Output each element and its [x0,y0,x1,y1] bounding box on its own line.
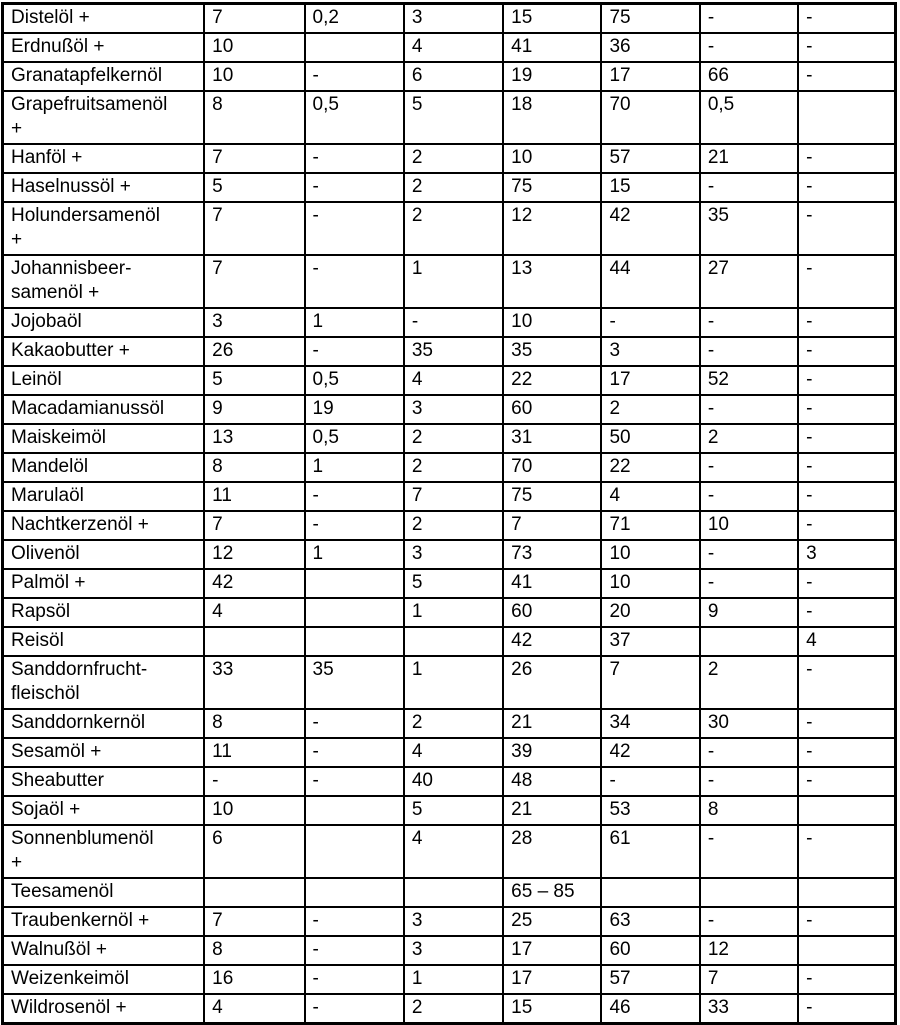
table-row [3,453,896,482]
value-cell: 0,5 [700,91,798,144]
value-cell: 1 [305,308,404,337]
value-cell: 22 [503,366,601,395]
value-cell: - [700,540,798,569]
value-cell: 4 [404,366,503,395]
value-cell: 10 [700,511,798,540]
value-cell: - [798,202,895,255]
oil-name-cell: Weizenkeimöl [3,965,205,994]
value-cell: 2 [404,994,503,1024]
value-cell: - [700,825,798,878]
value-cell: 11 [204,482,304,511]
value-cell: - [798,144,895,173]
table-row [3,709,896,738]
table-row [3,511,896,540]
value-cell: 53 [601,796,699,825]
value-cell: 13 [503,255,601,308]
table-row [3,994,896,1024]
oil-name-cell: Sojaöl + [3,796,205,825]
table-row [3,366,896,395]
oil-name-cell: Erdnußöl + [3,33,205,62]
value-cell: 3 [404,540,503,569]
value-cell: 1 [404,656,503,709]
oil-name-cell: Granatapfelkernöl [3,62,205,91]
value-cell: - [798,173,895,202]
table-row [3,33,896,62]
value-cell: 2 [601,395,699,424]
value-cell: - [798,738,895,767]
value-cell: 2 [404,424,503,453]
value-cell [404,627,503,656]
value-cell: - [700,337,798,366]
value-cell: 7 [204,202,304,255]
value-cell: 35 [700,202,798,255]
value-cell: 50 [601,424,699,453]
value-cell: - [700,569,798,598]
table-row [3,627,896,656]
value-cell: 26 [503,656,601,709]
value-cell: - [798,709,895,738]
value-cell: - [305,936,404,965]
value-cell: 44 [601,255,699,308]
value-cell: - [305,709,404,738]
value-cell: 15 [601,173,699,202]
value-cell: 57 [601,965,699,994]
value-cell: 10 [503,144,601,173]
oil-name-cell: Wildrosenöl + [3,994,205,1024]
oil-name-cell: Traubenkernöl + [3,907,205,936]
value-cell: 1 [404,965,503,994]
value-cell: 2 [404,173,503,202]
value-cell: 4 [204,598,304,627]
value-cell [798,936,895,965]
value-cell: 10 [601,569,699,598]
value-cell: - [700,767,798,796]
value-cell: 57 [601,144,699,173]
table-row [3,878,896,907]
value-cell: 2 [700,424,798,453]
value-cell: 35 [503,337,601,366]
value-cell: 17 [601,62,699,91]
value-cell: 7 [700,965,798,994]
oil-name-cell: Olivenöl [3,540,205,569]
value-cell [700,627,798,656]
value-cell: 26 [204,337,304,366]
value-cell: - [798,511,895,540]
table-row [3,825,896,878]
value-cell: 7 [204,4,304,34]
value-cell: 8 [204,936,304,965]
value-cell: 10 [601,540,699,569]
oil-name-cell: Sonnenblumenöl + [3,825,205,878]
value-cell: - [798,825,895,878]
value-cell: 13 [204,424,304,453]
value-cell: 1 [305,453,404,482]
value-cell: 22 [601,453,699,482]
table-row [3,62,896,91]
value-cell: 12 [503,202,601,255]
value-cell [204,627,304,656]
value-cell: 8 [700,796,798,825]
value-cell: 60 [503,395,601,424]
value-cell: - [798,308,895,337]
table-row [3,482,896,511]
oil-name-cell: Reisöl [3,627,205,656]
value-cell: 0,2 [305,4,404,34]
value-cell [204,878,304,907]
value-cell: 1 [404,255,503,308]
value-cell: 10 [204,796,304,825]
table-body [3,4,896,1024]
value-cell: - [798,656,895,709]
value-cell: 3 [798,540,895,569]
value-cell: - [700,33,798,62]
value-cell: 12 [204,540,304,569]
oil-name-cell: Palmöl + [3,569,205,598]
value-cell: 34 [601,709,699,738]
value-cell: 2 [404,709,503,738]
table-row [3,144,896,173]
value-cell: - [798,366,895,395]
value-cell: 3 [404,395,503,424]
value-cell: 28 [503,825,601,878]
value-cell: 27 [700,255,798,308]
value-cell: - [305,144,404,173]
value-cell: - [798,395,895,424]
value-cell: 8 [204,709,304,738]
value-cell: 41 [503,569,601,598]
value-cell: 17 [503,936,601,965]
value-cell: 11 [204,738,304,767]
value-cell: 5 [404,569,503,598]
value-cell: - [700,907,798,936]
table-row [3,337,896,366]
value-cell [798,878,895,907]
oil-name-cell: Haselnussöl + [3,173,205,202]
value-cell [305,598,404,627]
value-cell: - [798,994,895,1024]
value-cell: 21 [700,144,798,173]
value-cell [601,878,699,907]
value-cell: 71 [601,511,699,540]
value-cell: 4 [798,627,895,656]
value-cell: 63 [601,907,699,936]
value-cell: 75 [503,173,601,202]
value-cell: - [305,482,404,511]
value-cell: - [305,202,404,255]
value-cell: 7 [601,656,699,709]
value-cell: 60 [503,598,601,627]
value-cell: 10 [503,308,601,337]
oil-name-cell: Sanddornfrucht- fleischöl [3,656,205,709]
value-cell [305,33,404,62]
oil-name-cell: Jojobaöl [3,308,205,337]
value-cell: 5 [204,173,304,202]
value-cell: 15 [503,4,601,34]
value-cell: - [305,511,404,540]
value-cell: 37 [601,627,699,656]
table-row [3,308,896,337]
oil-name-cell: Rapsöl [3,598,205,627]
value-cell: 70 [503,453,601,482]
value-cell: 5 [404,796,503,825]
value-cell: 61 [601,825,699,878]
value-cell: 5 [404,91,503,144]
value-cell: 6 [404,62,503,91]
value-cell: - [798,255,895,308]
value-cell: 35 [404,337,503,366]
value-cell: - [305,767,404,796]
value-cell: 0,5 [305,366,404,395]
value-cell: 41 [503,33,601,62]
table-row [3,936,896,965]
oil-name-cell: Kakaobutter + [3,337,205,366]
value-cell: - [798,62,895,91]
value-cell: 2 [404,202,503,255]
fatty-acid-table [1,2,897,1025]
value-cell: - [305,738,404,767]
value-cell: 19 [503,62,601,91]
value-cell: 33 [204,656,304,709]
value-cell: - [700,395,798,424]
value-cell: 2 [404,144,503,173]
value-cell: - [305,255,404,308]
value-cell: 3 [404,4,503,34]
value-cell: 8 [204,91,304,144]
table-row [3,656,896,709]
value-cell: - [305,173,404,202]
value-cell: 33 [700,994,798,1024]
value-cell: - [601,308,699,337]
value-cell: - [798,33,895,62]
value-cell: 1 [305,540,404,569]
value-cell: 1 [404,598,503,627]
value-cell: 10 [204,33,304,62]
value-cell: 18 [503,91,601,144]
value-cell: 10 [204,62,304,91]
table-row [3,424,896,453]
value-cell: - [798,424,895,453]
table-row [3,965,896,994]
oil-name-cell: Marulaöl [3,482,205,511]
value-cell: - [798,569,895,598]
value-cell: 48 [503,767,601,796]
value-cell: 46 [601,994,699,1024]
table-row [3,796,896,825]
value-cell [305,796,404,825]
value-cell: - [305,907,404,936]
value-cell: - [798,907,895,936]
value-cell: 42 [601,738,699,767]
table-row [3,598,896,627]
value-cell: 16 [204,965,304,994]
value-cell [305,627,404,656]
value-cell: 6 [204,825,304,878]
value-cell: 35 [305,656,404,709]
value-cell: 36 [601,33,699,62]
value-cell: 9 [700,598,798,627]
value-cell: 42 [601,202,699,255]
value-cell: 12 [700,936,798,965]
value-cell: 7 [204,144,304,173]
value-cell: 60 [601,936,699,965]
value-cell: 40 [404,767,503,796]
value-cell: 4 [404,825,503,878]
value-cell: - [798,337,895,366]
value-cell: 39 [503,738,601,767]
value-cell: 9 [204,395,304,424]
value-cell: 4 [404,33,503,62]
value-cell: - [601,767,699,796]
value-cell: 66 [700,62,798,91]
oil-name-cell: Mandelöl [3,453,205,482]
value-cell: 75 [503,482,601,511]
value-cell: 7 [204,907,304,936]
value-cell: 30 [700,709,798,738]
table-row [3,173,896,202]
value-cell: - [798,453,895,482]
oil-name-cell: Macadamianussöl [3,395,205,424]
table-row [3,738,896,767]
value-cell: 4 [601,482,699,511]
value-cell [305,569,404,598]
oil-name-cell: Sheabutter [3,767,205,796]
value-cell: 7 [503,511,601,540]
table-row [3,4,896,34]
value-cell: - [305,965,404,994]
table-row [3,91,896,144]
value-cell: 3 [204,308,304,337]
value-cell [798,91,895,144]
value-cell: - [700,4,798,34]
value-cell [305,878,404,907]
value-cell: - [798,767,895,796]
value-cell: 73 [503,540,601,569]
oil-name-cell: Sesamöl + [3,738,205,767]
value-cell: - [404,308,503,337]
oil-name-cell: Teesamenöl [3,878,205,907]
value-cell: 19 [305,395,404,424]
value-cell: 17 [601,366,699,395]
oil-name-cell: Grapefruitsamenöl + [3,91,205,144]
value-cell: 0,5 [305,91,404,144]
value-cell: 7 [404,482,503,511]
value-cell: 65 – 85 [503,878,601,907]
value-cell: 20 [601,598,699,627]
value-cell: - [798,598,895,627]
value-cell: 15 [503,994,601,1024]
table-row [3,395,896,424]
value-cell: - [305,994,404,1024]
value-cell: 4 [204,994,304,1024]
value-cell: 25 [503,907,601,936]
value-cell: - [700,173,798,202]
table-row [3,255,896,308]
value-cell: - [700,453,798,482]
value-cell: 2 [404,511,503,540]
value-cell: 21 [503,709,601,738]
oil-name-cell: Walnußöl + [3,936,205,965]
oil-name-cell: Johannisbeer- samenöl + [3,255,205,308]
table-row [3,767,896,796]
value-cell: - [305,62,404,91]
value-cell: 31 [503,424,601,453]
value-cell: 75 [601,4,699,34]
value-cell [798,796,895,825]
value-cell: 21 [503,796,601,825]
oil-name-cell: Distelöl + [3,4,205,34]
value-cell [700,878,798,907]
value-cell: 8 [204,453,304,482]
value-cell: 70 [601,91,699,144]
value-cell: - [798,482,895,511]
oil-name-cell: Holundersamenöl + [3,202,205,255]
table-row [3,569,896,598]
value-cell: 4 [404,738,503,767]
oil-name-cell: Nachtkerzenöl + [3,511,205,540]
value-cell: 3 [404,907,503,936]
value-cell: 42 [503,627,601,656]
value-cell: 3 [601,337,699,366]
oil-name-cell: Hanföl + [3,144,205,173]
value-cell: - [798,965,895,994]
value-cell: 52 [700,366,798,395]
value-cell: 42 [204,569,304,598]
value-cell: 5 [204,366,304,395]
value-cell: 0,5 [305,424,404,453]
value-cell: - [798,4,895,34]
value-cell: 2 [700,656,798,709]
value-cell [305,825,404,878]
value-cell: - [305,337,404,366]
value-cell [404,878,503,907]
value-cell: 17 [503,965,601,994]
value-cell: 7 [204,255,304,308]
oil-name-cell: Maiskeimöl [3,424,205,453]
value-cell: - [700,308,798,337]
oil-name-cell: Leinöl [3,366,205,395]
value-cell: - [700,738,798,767]
table-row [3,202,896,255]
table-row [3,907,896,936]
value-cell: - [204,767,304,796]
value-cell: 7 [204,511,304,540]
value-cell: - [700,482,798,511]
table-row [3,540,896,569]
value-cell: 3 [404,936,503,965]
oil-name-cell: Sanddornkernöl [3,709,205,738]
value-cell: 2 [404,453,503,482]
